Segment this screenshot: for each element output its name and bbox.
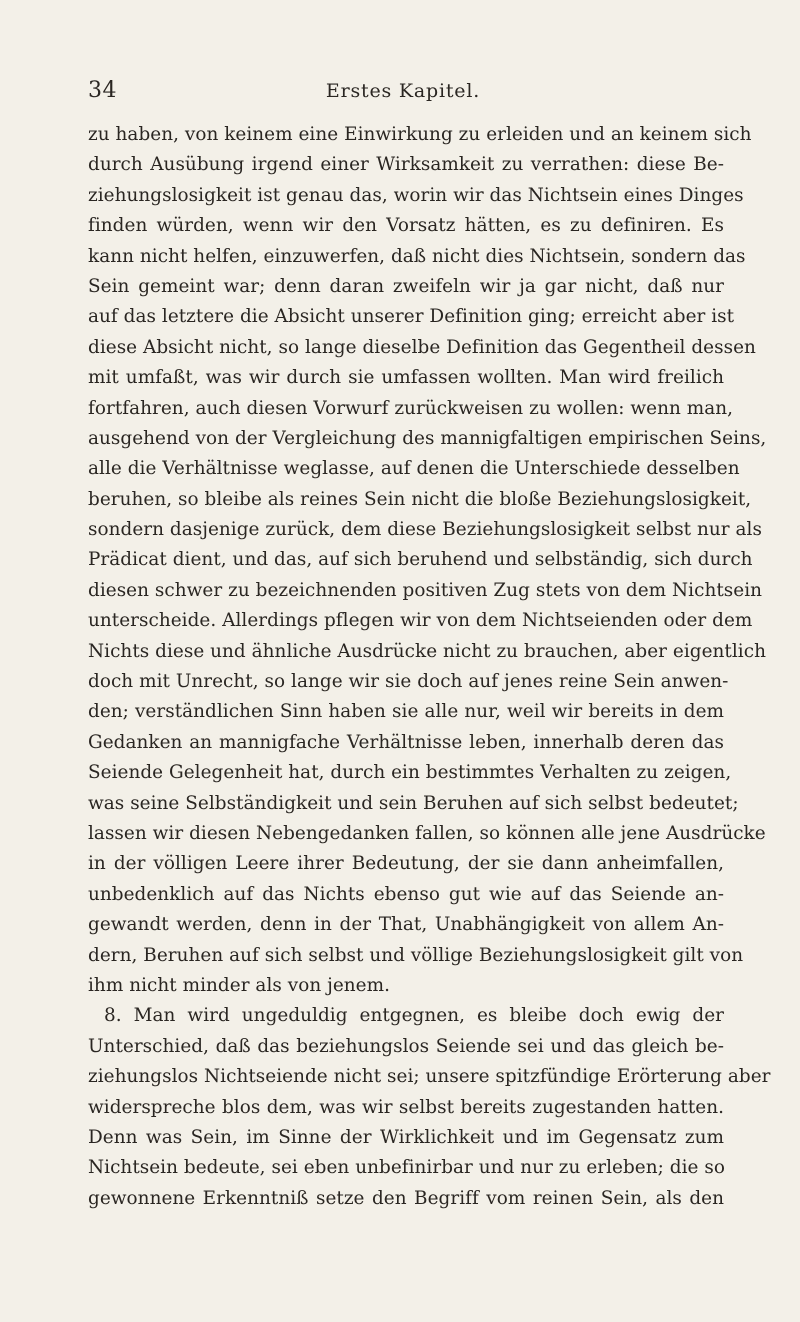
text-line: dern, Beruhen auf sich selbst und völlige Beziehungslosigkeit gilt von [88, 944, 744, 966]
text-line: kann nicht helfen, einzuwerfen, daß nicht dies Nichtsein, sondern das [88, 245, 746, 267]
body-text [88, 120, 771, 1214]
text-line: was seine Selbständigkeit und sein Beruhen auf sich selbst bedeutet; [88, 792, 739, 814]
text-line: diesen schwer zu bezeichnenden positiven Zug stets von dem Nichtsein [88, 579, 763, 601]
text-line: ihm nicht minder als von jenem. [88, 974, 391, 996]
text-line: sondern dasjenige zurück, dem diese Beziehungslosigkeit selbst nur als [88, 519, 762, 541]
text-line: durch Ausübung irgend einer Wirksamkeit zu verrathen: diese Be- [88, 154, 724, 176]
text-line: ausgehend von der Vergleichung des mannigfaltigen empirischen Seins, [88, 427, 767, 449]
text-line: in der völligen Leere ihrer Bedeutung, der sie dann anheimfallen, [88, 853, 724, 875]
text-line: lassen wir diesen Nebengedanken fallen, so können alle jene Ausdrücke [88, 822, 766, 844]
text-line: auf das letztere die Absicht unserer Definition ging; erreicht aber ist [88, 306, 735, 328]
text-line: gewonnene Erkenntniß setze den Begriff vom reinen Sein, als den [88, 1187, 724, 1209]
text-line: Gedanken an mannigfache Verhältnisse leben, innerhalb deren das [88, 731, 724, 753]
running-head [88, 78, 718, 108]
text-line: widerspreche blos dem, was wir selbst bereits zugestanden hatten. [88, 1096, 724, 1118]
text-line: ziehungslosigkeit ist genau das, worin wir das Nichtsein eines Dinges [88, 184, 744, 206]
text-line: Sein gemeint war; denn daran zweifeln wir ja gar nicht, daß nur [88, 275, 724, 297]
section-start-line: 8. Man wird ungeduldig entgegnen, es bleibe doch ewig der [104, 1005, 724, 1027]
text-line: den; verständlichen Sinn haben sie alle nur, weil wir bereits in dem [88, 701, 724, 723]
text-line: unterscheide. Allerdings pflegen wir von dem Nichtseienden oder dem [88, 610, 753, 632]
text-line: mit umfaßt, was wir durch sie umfassen wollten. Man wird freilich [88, 367, 724, 389]
text-line: Prädicat dient, und das, auf sich beruhend und selbständig, sich durch [88, 549, 753, 571]
text-line: Denn was Sein, im Sinne der Wirklichkeit und im Gegensatz zum [88, 1126, 724, 1148]
text-line: Seiende Gelegenheit hat, durch ein bestimmtes Verhalten zu zeigen, [88, 762, 732, 784]
text-line: Unterschied, daß das beziehungslos Seiende sei und das gleich be- [88, 1035, 724, 1057]
text-line: gewandt werden, denn in der That, Unabhängigkeit von allem An- [88, 914, 724, 936]
page-number: 34 [88, 78, 117, 103]
text-line: zu haben, von keinem eine Einwirkung zu erleiden und an keinem sich [88, 124, 752, 145]
text-line: Nichts diese und ähnliche Ausdrücke nicht zu brauchen, aber eigentlich [88, 640, 766, 662]
text-line: diese Absicht nicht, so lange dieselbe Definition das Gegentheil dessen [88, 336, 756, 358]
text-line: alle die Verhältnisse weglasse, auf denen die Unterschiede desselben [88, 458, 740, 480]
text-line: ziehungslos Nichtseiende nicht sei; unsere spitzfündige Erörterung aber [88, 1066, 771, 1088]
text-line: Nichtsein bedeute, sei eben unbefinirbar und nur zu erleben; die so [88, 1157, 725, 1179]
text-line: beruhen, so bleibe als reines Sein nicht die bloße Beziehungslosigkeit, [88, 488, 752, 510]
chapter-title: Erstes Kapitel. [325, 80, 481, 102]
text-line: fortfahren, auch diesen Vorwurf zurückweisen zu wollen: wenn man, [88, 397, 734, 419]
text-line: finden würden, wenn wir den Vorsatz hätten, es zu definiren. Es [88, 215, 724, 237]
text-line: doch mit Unrecht, so lange wir sie doch auf jenes reine Sein anwen- [88, 671, 729, 693]
text-line: unbedenklich auf das Nichts ebenso gut wie auf das Seiende an- [88, 883, 724, 905]
